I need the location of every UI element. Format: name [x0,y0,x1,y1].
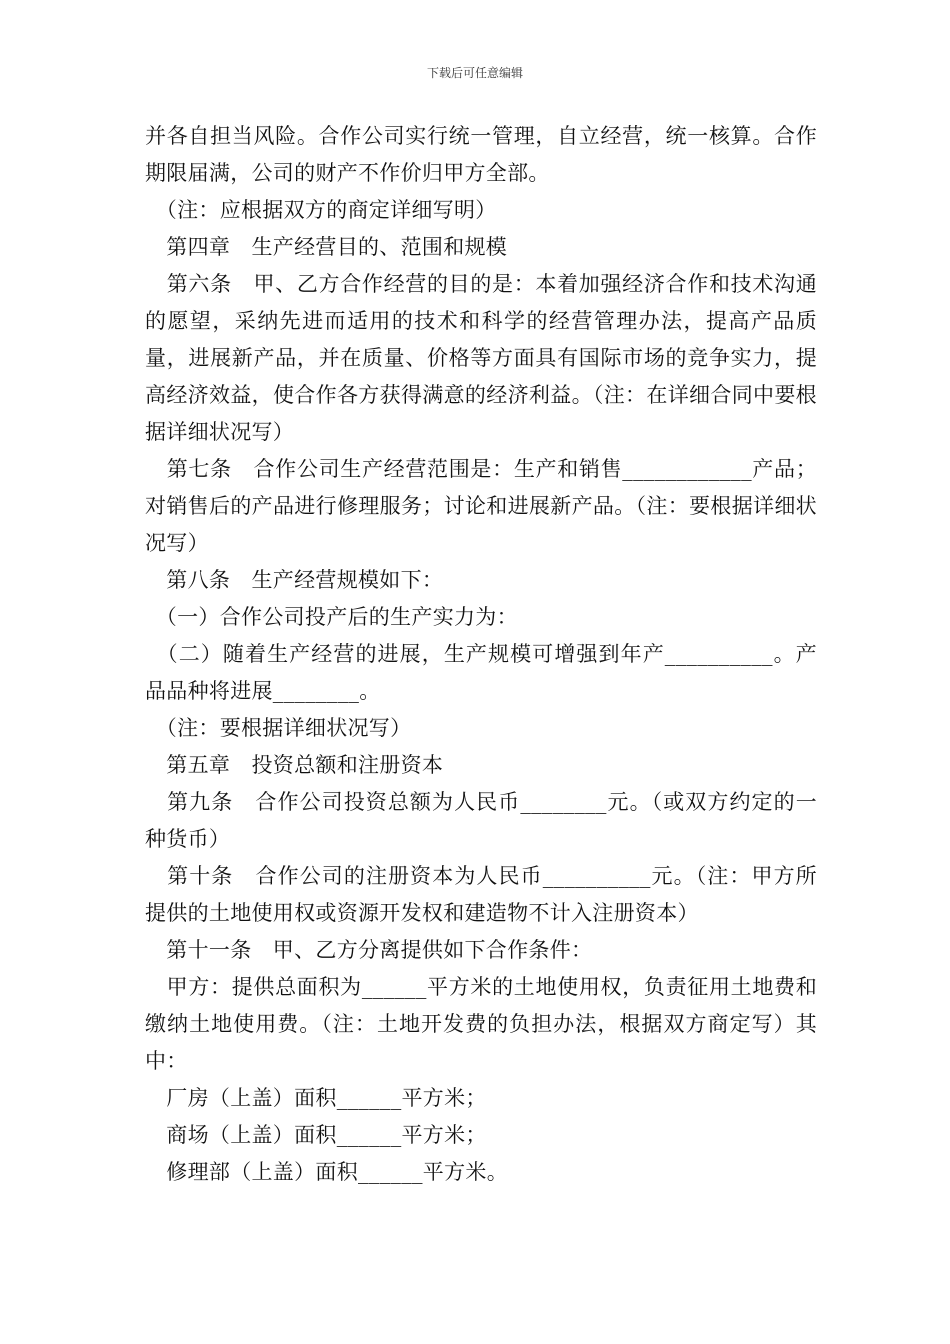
paragraph: 并各自担当风险。合作公司实行统一管理，自立经营，统一核算。合作期限届满，公司的财产不作价归甲方全部。 [145,124,817,185]
chapter-heading: 第四章 生产经营目的、范围和规模 [145,235,508,259]
paragraph: 第六条 甲、乙方合作经营的目的是：本着加强经济合作和技术沟通的愿望，采纳先进而适用的技术和科学的经营管理办法，提高产品质量，进展新产品，并在质量、价格等方面具有国际市场的竞争实力，提高经济效益，使合作各方获得满意的经济利益。（注：在详细合同中要根据详细状况写） [145,272,817,444]
paragraph: 第九条 合作公司投资总额为人民币________元。（或双方约定的一种货币） [145,790,817,851]
paragraph: 甲方：提供总面积为______平方米的土地使用权，负责征用土地费和缴纳土地使用费。（注：土地开发费的负担办法，根据双方商定写）其中： [145,975,817,1073]
paragraph: （一）合作公司投产后的生产实力为： [145,605,518,629]
paragraph: 第十一条 甲、乙方分离提供如下合作条件： [145,938,593,962]
page-header: 下载后可任意编辑 [426,66,523,80]
document-body [145,118,817,1191]
paragraph: （注：要根据详细状况写） [145,716,412,740]
paragraph: 第十条 合作公司的注册资本为人民币__________元。（注：甲方所提供的土地使用权或资源开发权和建造物不计入注册资本） [145,864,817,925]
paragraph: （二）随着生产经营的进展，生产规模可增强到年产__________。产品品种将进展________。 [145,642,817,703]
chapter-heading: 第五章 投资总额和注册资本 [145,753,444,777]
paragraph: 修理部（上盖）面积______平方米。 [145,1160,508,1184]
paragraph: 商场（上盖）面积______平方米； [145,1123,487,1147]
paragraph: 厂房（上盖）面积______平方米； [145,1086,487,1110]
paragraph: （注：应根据双方的商定详细写明） [145,198,497,222]
paragraph: 第七条 合作公司生产经营范围是：生产和销售____________产品；对销售后的产品进行修理服务；讨论和进展新产品。（注：要根据详细状况写） [145,457,817,555]
paragraph: 第八条 生产经营规模如下： [145,568,444,592]
